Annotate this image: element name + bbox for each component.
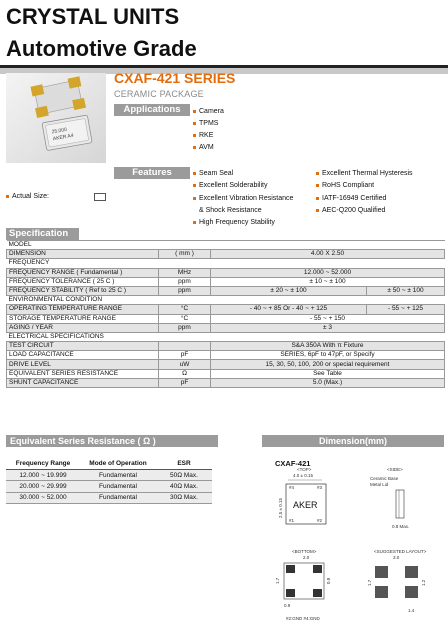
bottom-pad <box>313 565 322 573</box>
spec-cell: See Table <box>211 369 445 378</box>
spec-cell: ppm <box>159 323 211 332</box>
spec-cell: FREQUENCY RANGE ( Fundamental ) <box>7 268 159 277</box>
spec-row <box>7 241 445 250</box>
spec-cell: SHUNT CAPACITANCE <box>7 378 159 387</box>
bottom-dim-4: 1.7 <box>275 577 280 584</box>
layout-pad <box>375 566 388 578</box>
spec-cell: MHz <box>159 268 211 277</box>
side-height-dim: 0.8 Max. <box>392 524 410 529</box>
esr-cell: 30Ω Max. <box>156 492 212 503</box>
spec-row <box>7 314 445 323</box>
esr-cell: Fundamental <box>80 492 156 503</box>
feature-item: Excellent Solderability <box>193 182 267 189</box>
layout-dim-3: 1.2 <box>421 579 426 586</box>
spec-row <box>7 369 445 378</box>
layout-pad <box>405 566 418 578</box>
spec-cell: ± 50 ~ ± 100 <box>367 286 445 295</box>
pad-label: #1 <box>289 518 295 523</box>
spec-cell: 4.00 X 2.50 <box>211 250 445 259</box>
esr-col-frequency: Frequency Range <box>6 458 80 470</box>
pad-label: #2 <box>317 518 323 523</box>
esr-cell: 12.000 ~ 19.999 <box>6 470 80 481</box>
feature-item: RoHS Compliant <box>316 182 374 189</box>
bottom-dim-2: 0.9 <box>284 603 291 608</box>
chip-marking-1: 25.000 <box>51 126 68 136</box>
side-note-base: Ceramic Base <box>370 476 399 481</box>
side-note-lid: Metal Lid <box>370 482 389 487</box>
spec-cell: LOAD CAPACITANCE <box>7 351 159 360</box>
bottom-view-label: <BOTTOM> <box>292 549 317 554</box>
features-heading: Features <box>114 167 190 179</box>
feature-item: Excellent Vibration Resistance <box>193 195 293 202</box>
layout-dim-1: 3.0 <box>393 555 400 560</box>
feature-item: Seam Seal <box>193 170 233 177</box>
bottom-dim-3: 0.8 <box>326 577 331 584</box>
dimension-heading: Dimension(mm) <box>262 435 444 447</box>
feature-item: IATF-16949 Certified <box>316 195 386 202</box>
product-photo <box>6 73 106 163</box>
spec-cell: ENVIRONMENTAL CONDITION <box>7 296 445 305</box>
spec-row <box>7 268 445 277</box>
spec-cell: Ω <box>159 369 211 378</box>
layout-label: <SUGGESTED LAYOUT> <box>374 549 427 554</box>
bottom-pad <box>286 589 295 597</box>
title-line-1: CRYSTAL UNITS <box>6 4 180 29</box>
spec-cell: - 55 ~ + 150 <box>211 314 445 323</box>
crystal-photo-illustration <box>6 73 106 163</box>
pad-label: #4 <box>289 485 295 490</box>
spec-row <box>7 277 445 286</box>
spec-row <box>7 342 445 351</box>
dimension-drawing <box>262 460 446 626</box>
spec-cell: - 55 ~ + 125 <box>367 305 445 314</box>
spec-cell: FREQUENCY TOLERANCE ( 25 C ) <box>7 277 159 286</box>
spec-row <box>7 296 445 305</box>
esr-cell: 20.000 ~ 29.999 <box>6 481 80 492</box>
spec-row <box>7 259 445 268</box>
application-item: Camera <box>193 108 224 115</box>
spec-cell: uW <box>159 360 211 369</box>
spec-cell: OPERATING TEMPERATURE RANGE <box>7 305 159 314</box>
esr-cell: 50Ω Max. <box>156 470 212 481</box>
spec-cell: - 40 ~ + 85 Or - 40 ~ + 125 <box>211 305 367 314</box>
spec-cell <box>159 342 211 351</box>
spec-cell: ELECTRICAL SPECIFICATIONS <box>7 332 445 341</box>
esr-col-esr: ESR <box>156 458 212 470</box>
spec-cell: TEST CIRCUIT <box>7 342 159 351</box>
spec-cell: STORAGE TEMPERATURE RANGE <box>7 314 159 323</box>
spec-cell: ± 3 <box>211 323 445 332</box>
spec-cell: °C <box>159 305 211 314</box>
specification-table <box>6 240 445 388</box>
top-height-dim: 2.5 ± 0.15 <box>278 498 283 518</box>
spec-cell: ppm <box>159 277 211 286</box>
package-type: CERAMIC PACKAGE <box>114 89 204 99</box>
feature-item: & Shock Resistance <box>199 207 262 214</box>
title-line-2: Automotive Grade <box>6 36 197 61</box>
spec-cell: 5.0 (Max.) <box>211 378 445 387</box>
side-view-label: <SIDE> <box>387 467 403 472</box>
application-item: AVM <box>193 144 214 151</box>
pin-note: #2:GND #4:GND <box>286 616 320 621</box>
top-view-label: <TOP> <box>297 467 312 472</box>
spec-row <box>7 378 445 387</box>
bottom-pad <box>286 565 295 573</box>
chip-marking-2: AKER A4 <box>52 132 75 143</box>
spec-cell: ± 10 ~ ± 100 <box>211 277 445 286</box>
spec-cell: SERIES, 6pF to 47pF, or Specify <box>211 351 445 360</box>
application-item: TPMS <box>193 120 218 127</box>
spec-cell: AGING / YEAR <box>7 323 159 332</box>
side-view-body <box>396 490 404 518</box>
actual-size-label: Actual Size: <box>6 193 49 200</box>
feature-item: AEC-Q200 Qualified <box>316 207 385 214</box>
top-marking: AKER <box>293 500 318 510</box>
spec-cell: ppm <box>159 286 211 295</box>
spec-cell: DIMENSION <box>7 250 159 259</box>
actual-size-outline <box>94 193 106 201</box>
esr-table <box>6 458 212 504</box>
spec-cell: MODEL <box>7 241 445 250</box>
layout-pad <box>375 586 388 598</box>
dimension-model: CXAF-421 <box>275 459 311 468</box>
spec-row <box>7 305 445 314</box>
pad-label: #3 <box>317 485 323 490</box>
spec-row <box>7 351 445 360</box>
spec-cell: S&A 350A With π Fixture <box>211 342 445 351</box>
application-item: RKE <box>193 132 213 139</box>
spec-cell: 15, 30, 50, 100, 200 or special requirement <box>211 360 445 369</box>
spec-row <box>7 323 445 332</box>
spec-cell: DRIVE LEVEL <box>7 360 159 369</box>
spec-row <box>7 250 445 259</box>
layout-pad <box>405 586 418 598</box>
spec-cell: pF <box>159 378 211 387</box>
spec-cell: °C <box>159 314 211 323</box>
esr-cell: 40Ω Max. <box>156 481 212 492</box>
feature-item: Excellent Thermal Hysteresis <box>316 170 413 177</box>
applications-heading: Applications <box>114 104 190 116</box>
bottom-dim-1: 2.0 <box>303 555 310 560</box>
layout-dim-4: 1.4 <box>408 608 415 613</box>
spec-cell: 12.000 ~ 52.000 <box>211 268 445 277</box>
spec-cell: FREQUENCY <box>7 259 445 268</box>
spec-row <box>7 332 445 341</box>
spec-row <box>7 286 445 295</box>
esr-heading: Equivalent Series Resistance ( Ω ) <box>6 435 218 447</box>
spec-cell: ± 20 ~ ± 100 <box>211 286 367 295</box>
series-title: CXAF-421 SERIES <box>114 70 236 86</box>
spec-cell: FREQUENCY STABILITY ( Ref to 25 C ) <box>7 286 159 295</box>
esr-col-mode: Mode of Operation <box>80 458 156 470</box>
esr-cell: Fundamental <box>80 470 156 481</box>
spec-cell: EQUIVALENT SERIES RESISTANCE <box>7 369 159 378</box>
esr-cell: 30.000 ~ 52.000 <box>6 492 80 503</box>
layout-dim-2: 1.7 <box>367 579 372 586</box>
spec-cell: ( mm ) <box>159 250 211 259</box>
esr-row <box>6 481 212 492</box>
top-width-dim: 4.0 ± 0.15 <box>293 473 313 478</box>
esr-row <box>6 492 212 503</box>
bottom-pad <box>313 589 322 597</box>
specification-heading: Specification <box>6 228 79 240</box>
feature-item: High Frequency Stability <box>193 219 275 226</box>
spec-cell: pF <box>159 351 211 360</box>
esr-cell: Fundamental <box>80 481 156 492</box>
spec-row <box>7 360 445 369</box>
esr-row <box>6 470 212 481</box>
